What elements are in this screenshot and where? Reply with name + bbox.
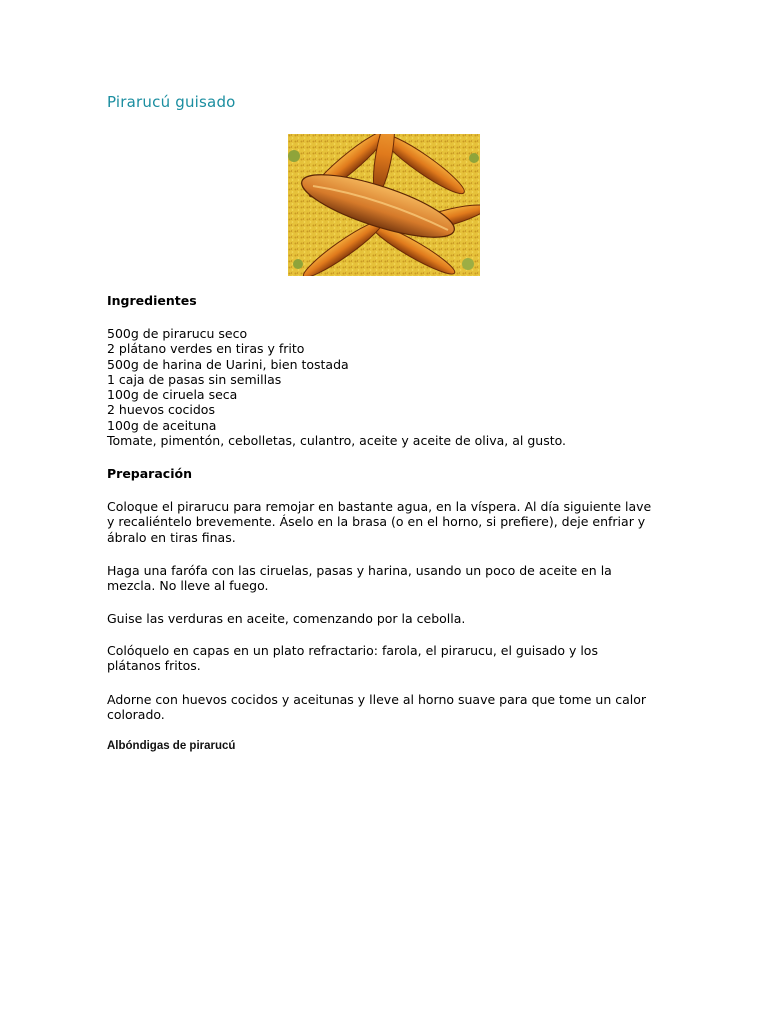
preparation-step: Haga una farófa con las ciruelas, pasas y harina, usando un poco de aceite en la mezcla. No lleve al fuego. [107,563,612,594]
ingredient-item: 1 caja de pasas sin semillas [107,371,282,387]
ingredients-list [107,326,566,448]
ingredient-item: 100g de ciruela seca [107,387,238,403]
preparation-step: Coloque el pirarucu para remojar en bastante agua, en la víspera. Al día siguiente lave y recaliéntelo brevemente. Áselo en la brasa (o en el horno, si prefiere), deje enfriar y ábralo en tiras finas. [107,499,652,545]
next-recipe-link[interactable]: Albóndigas de pirarucú [107,740,236,752]
preparation-heading: Preparación [107,466,192,481]
preparation-step: Guise las verduras en aceite, comenzando por la cebolla. [107,611,466,626]
ingredient-item: 500g de harina de Uarini, bien tostada [107,356,349,372]
preparation-step: Adorne con huevos cocidos y aceitunas y lleve al horno suave para que tome un calor colorado. [107,692,647,723]
ingredient-item: 100g de aceituna [107,417,217,433]
dish-photo [288,134,480,276]
preparation-step: Colóquelo en capas en un plato refractario: farola, el pirarucu, el guisado y los plátanos fritos. [107,643,598,674]
ingredients-heading: Ingredientes [107,293,197,308]
recipe-title: Pirarucú guisado [107,93,236,111]
ingredient-item: 2 plátano verdes en tiras y frito [107,341,305,357]
ingredient-item: 2 huevos cocidos [107,402,215,418]
ingredient-item: 500g de pirarucu seco [107,326,248,341]
ingredient-item: Tomate, pimentón, cebolletas, culantro, aceite y aceite de oliva, al gusto. [107,433,567,449]
